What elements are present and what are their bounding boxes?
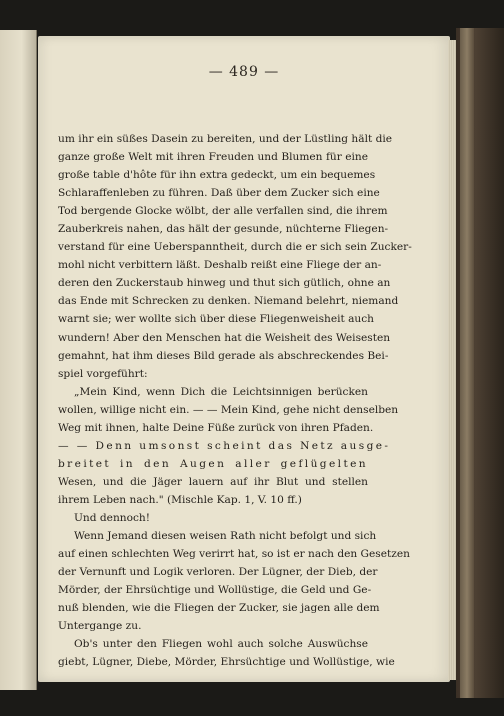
text-line: ihrem Leben nach." (Mischle Kap. 1, V. 10 ff.) [58,493,302,506]
text-line: Wesen, und die Jäger lauern auf ihr Blut und stellen [58,475,368,488]
book-cover-right [456,28,504,698]
text-line: — — Denn umsonst scheint das Netz ausge- [58,439,391,452]
text-line: Mörder, der Ehrsüchtige und Wollüstige, die Geld und Ge- [58,584,372,597]
text-line: Weg mit ihnen, halte Deine Füße zurück von ihren Pfaden. [58,421,374,434]
text-line: um ihr ein süßes Dasein zu bereiten, und der Lüstling hält die [58,133,393,145]
text-line: das Ende mit Schrecken zu denken. Niemand belehrt, niemand [58,295,399,308]
text-line: wundern! Aber den Menschen hat die Weisheit des Weisesten [58,331,391,344]
text-line: spiel vorgeführt: [58,367,148,380]
text-line: „Mein Kind, wenn Dich die Leichtsinnigen berücken [74,385,368,398]
text-line: warnt sie; wer wollte sich über diese Fliegenweisheit auch [58,313,375,326]
text-line: nuß blenden, wie die Fliegen der Zucker, sie jagen alle dem [58,602,380,615]
text-line: auf einen schlechten Weg verirrt hat, so ist er nach den Gesetzen [58,548,410,561]
text-line: gemahnt, hat ihm dieses Bild gerade als abschreckendes Bei- [58,349,389,362]
text-line: breitet in den Augen aller geflügelten [58,457,368,470]
body-text [58,130,412,671]
text-line: verstand für eine Ueberspanntheit, durch die er sich sein Zucker- [58,241,412,254]
text-line: Zauberkreis nahen, das hält der gesunde, nüchterne Fliegen- [58,223,389,236]
text-line: giebt, Lügner, Diebe, Mörder, Ehrsüchtige und Wollüstige, wie [58,656,395,669]
book-cover-left [0,30,37,690]
page-edges [448,40,456,680]
text-line: mohl nicht verbittern läßt. Deshalb reißt eine Fliege der an- [58,259,382,272]
text-line: Tod bergende Glocke wölbt, der alle verfallen sind, die ihrem [58,205,388,218]
text-line: Schlaraffenleben zu führen. Daß über dem Zucker sich eine [58,187,380,200]
text-line: Wenn Jemand diesen weisen Rath nicht befolgt und sich [74,530,377,543]
book-spine [460,28,474,698]
text-line: Untergange zu. [58,620,142,633]
text-line: deren den Zuckerstaub hinweg und thut sich gütlich, ohne an [58,277,391,290]
text-line: Und dennoch! [74,511,150,524]
text-line: der Vernunft und Logik verloren. Der Lügner, der Dieb, der [58,566,378,579]
text-line: ganze große Welt mit ihren Freuden und Blumen für eine [58,151,368,164]
text-line: Ob's unter den Fliegen wohl auch solche Auswüchse [74,638,368,651]
page-number: — 489 — [208,64,280,80]
text-line: große table d'hôte für ihn extra gedeckt, um ein bequemes [58,169,376,182]
text-line: wollen, willige nicht ein. — — Mein Kind, gehe nicht denselben [58,403,399,416]
